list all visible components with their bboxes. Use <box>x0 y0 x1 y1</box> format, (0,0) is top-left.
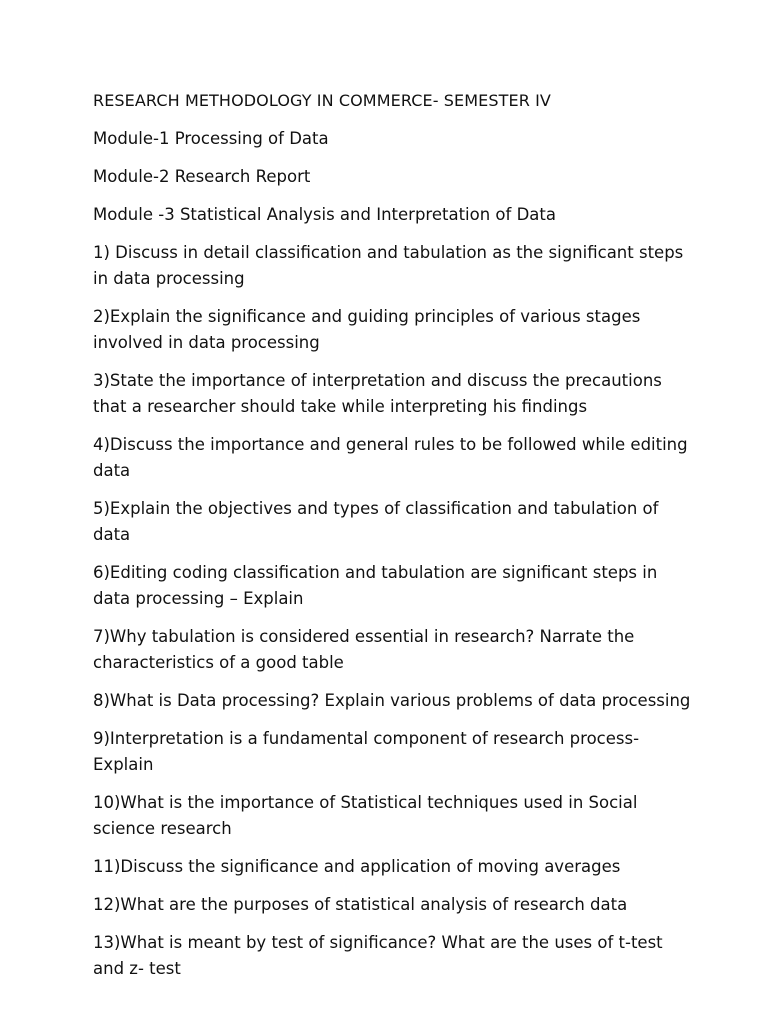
question-8: 8)What is Data processing? Explain various problems of data processing <box>93 691 691 710</box>
module-3-label: Module -3 Statistical Analysis and Interpretation of Data <box>93 205 556 224</box>
document-body <box>93 88 693 994</box>
question-4: 4)Discuss the importance and general rules to be followed while editing data <box>93 435 688 480</box>
question-10: 10)What is the importance of Statistical techniques used in Social science research <box>93 793 638 838</box>
question-7: 7)Why tabulation is considered essential in research? Narrate the characteristics of a good table <box>93 627 635 672</box>
document-title: RESEARCH METHODOLOGY IN COMMERCE- SEMESTER IV <box>93 91 551 110</box>
module-1-label: Module-1 Processing of Data <box>93 129 329 148</box>
question-1: 1) Discuss in detail classification and tabulation as the significant steps in data processing <box>93 243 684 288</box>
question-6: 6)Editing coding classification and tabulation are significant steps in data processing – Explain <box>93 563 658 608</box>
question-12: 12)What are the purposes of statistical analysis of research data <box>93 895 628 914</box>
question-13: 13)What is meant by test of significance? What are the uses of t-test and z- test <box>93 933 663 978</box>
question-2: 2)Explain the significance and guiding principles of various stages involved in data processing <box>93 307 641 352</box>
question-11: 11)Discuss the significance and application of moving averages <box>93 857 621 876</box>
module-2-label: Module-2 Research Report <box>93 167 311 186</box>
question-5: 5)Explain the objectives and types of classification and tabulation of data <box>93 499 659 544</box>
question-3: 3)State the importance of interpretation and discuss the precautions that a researcher should take while interpreting his findings <box>93 371 662 416</box>
question-9: 9)Interpretation is a fundamental component of research process-Explain <box>93 729 640 774</box>
